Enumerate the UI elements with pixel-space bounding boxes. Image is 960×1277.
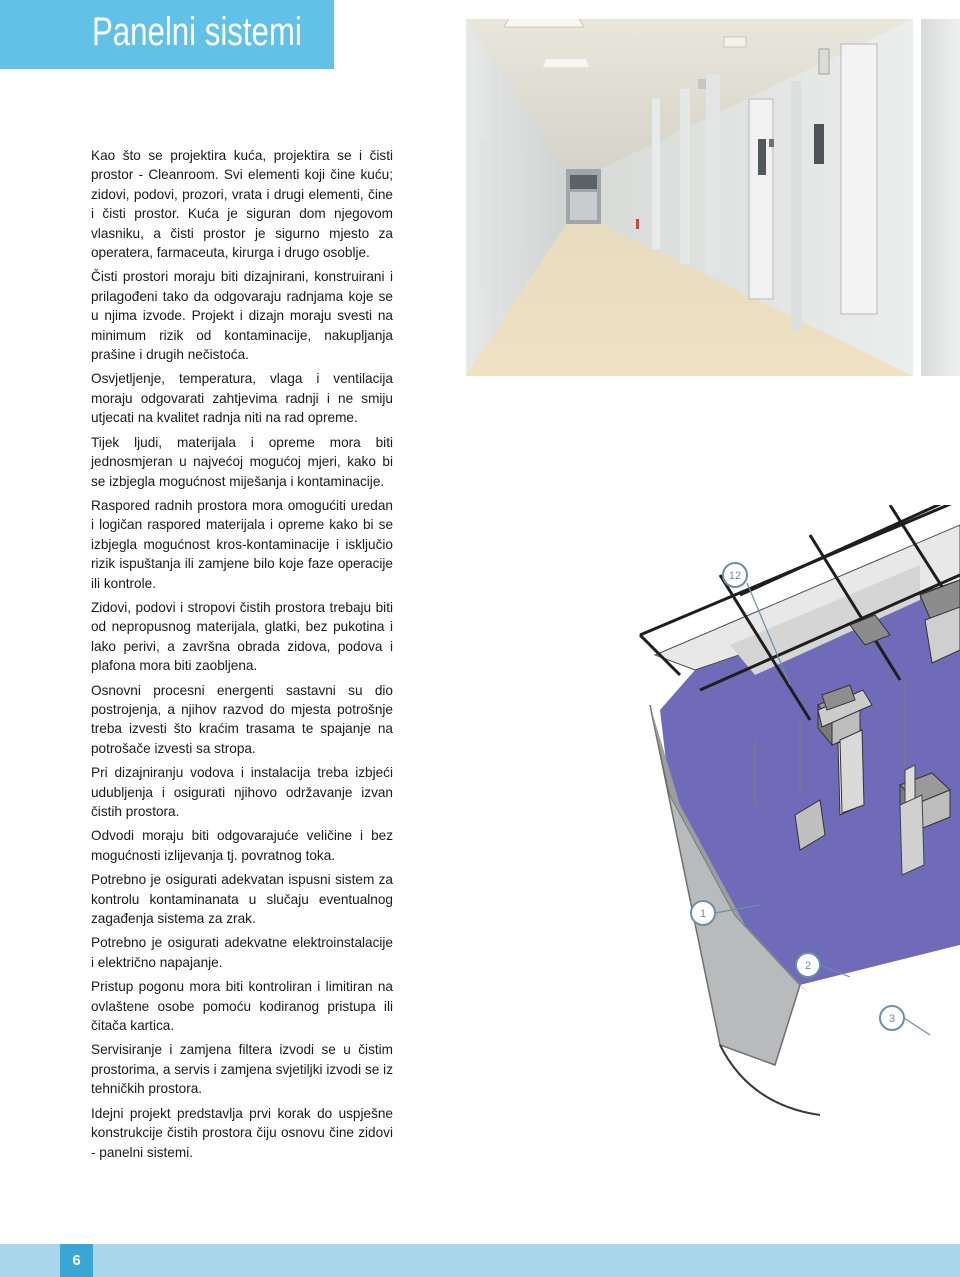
- paragraph: Odvodi moraju biti odgovarajuće veličine i bez mogućnosti izlijevanja tj. povratnog toka.: [91, 828, 393, 863]
- callout-12: 12: [728, 570, 742, 582]
- body-text-column: [91, 146, 393, 1167]
- paragraph: Pri dizajniranju vodova i instalacija treba izbjeći udubljenja i osigurati njihovo održavanje izvan čistih prostora.: [91, 765, 393, 819]
- paragraph: Potrebno je osigurati adekvatan ispusni sistem za kontrolu kontaminanata u slučaju eventualnog zagađenja sistema za zrak.: [91, 872, 393, 927]
- photo-edge-panel: [921, 19, 960, 376]
- cleanroom-corridor-photo: [466, 19, 913, 376]
- page-number: 6: [60, 1244, 93, 1277]
- callout-2: 2: [804, 960, 812, 972]
- callout-3: 3: [888, 1013, 896, 1025]
- paragraph: Osvjetljenje, temperatura, vlaga i ventilacija moraju odgovarati zahtjevima radnji i ne smiju utjecati na kvalitet radnja niti na rad opreme.: [91, 371, 393, 426]
- paragraph: Idejni projekt predstavlja prvi korak do uspješne konstrukcije čistih prostora čiju osnovu čine zidovi - panelni sistemi.: [91, 1105, 393, 1160]
- paragraph: Servisiranje i zamjena filtera izvodi se u čistim prostorima, a servis i zamjena svjetiljki izvodi se iz tehničkih prostora.: [91, 1042, 393, 1097]
- paragraph: Raspored radnih prostora mora omogućiti uredan i logičan raspored materijala i opreme kako bi se izbjegla mogućnost kros-kontaminacije i isključio rizik ispuštanja ili zamjene bilo koje faze operacije ili kontrole.: [91, 497, 393, 591]
- paragraph: Tijek ljudi, materijala i opreme mora biti jednosmjeran u najvećoj mogućoj mjeri, kako bi se izbjegla mogućnost miješanja i kontaminacije.: [91, 434, 393, 489]
- paragraph: Osnovni procesni energenti sastavni su dio postrojenja, a njihov razvod do mjesta potrošnje treba izvesti što kraćim trasama te spajanje na potrošače izvesti sa stropa.: [91, 682, 393, 756]
- paragraph: Kao što se projektira kuća, projektira se i čisti prostor - Cleanroom. Svi elementi koji čine kuću; zidovi, podovi, prozori, vrata i drugi elementi, čine i čisti prostor. Kuća je siguran dom njegovom vlasniku, a čisti prostor je sigurno mjesto za operatera, farmaceuta, kirurga i drugo osoblje.: [91, 148, 393, 261]
- footer-bar: [0, 1244, 960, 1277]
- paragraph: Zidovi, podovi i stropovi čistih prostora trebaju biti od nepropusnog materijala, glatki, bez pukotina i lako perivi, a završna obrada zidova, podova i plafona mora biti zaobljena.: [91, 599, 393, 674]
- cleanroom-isometric-diagram: [560, 505, 960, 1225]
- paragraph: Pristup pogonu mora biti kontroliran i limitiran na ovlaštene osobe pomoću kodiranog pristupa ili čitača kartica.: [91, 979, 393, 1034]
- paragraph: Potrebno je osigurati adekvatne elektroinstalacije i električno napajanje.: [91, 935, 393, 970]
- page-title: Panelni sistemi: [92, 10, 302, 54]
- title-banner: [0, 0, 334, 69]
- paragraph: Čisti prostori moraju biti dizajnirani, konstruirani i prilagođeni tako da odgovaraju radnjama koje se u njima izvode. Projekt i dizajn moraju svesti na minimum rizik od kontaminacije, nakupljanja prašine i drugih nečistoća.: [91, 269, 393, 363]
- callout-1: 1: [699, 908, 707, 920]
